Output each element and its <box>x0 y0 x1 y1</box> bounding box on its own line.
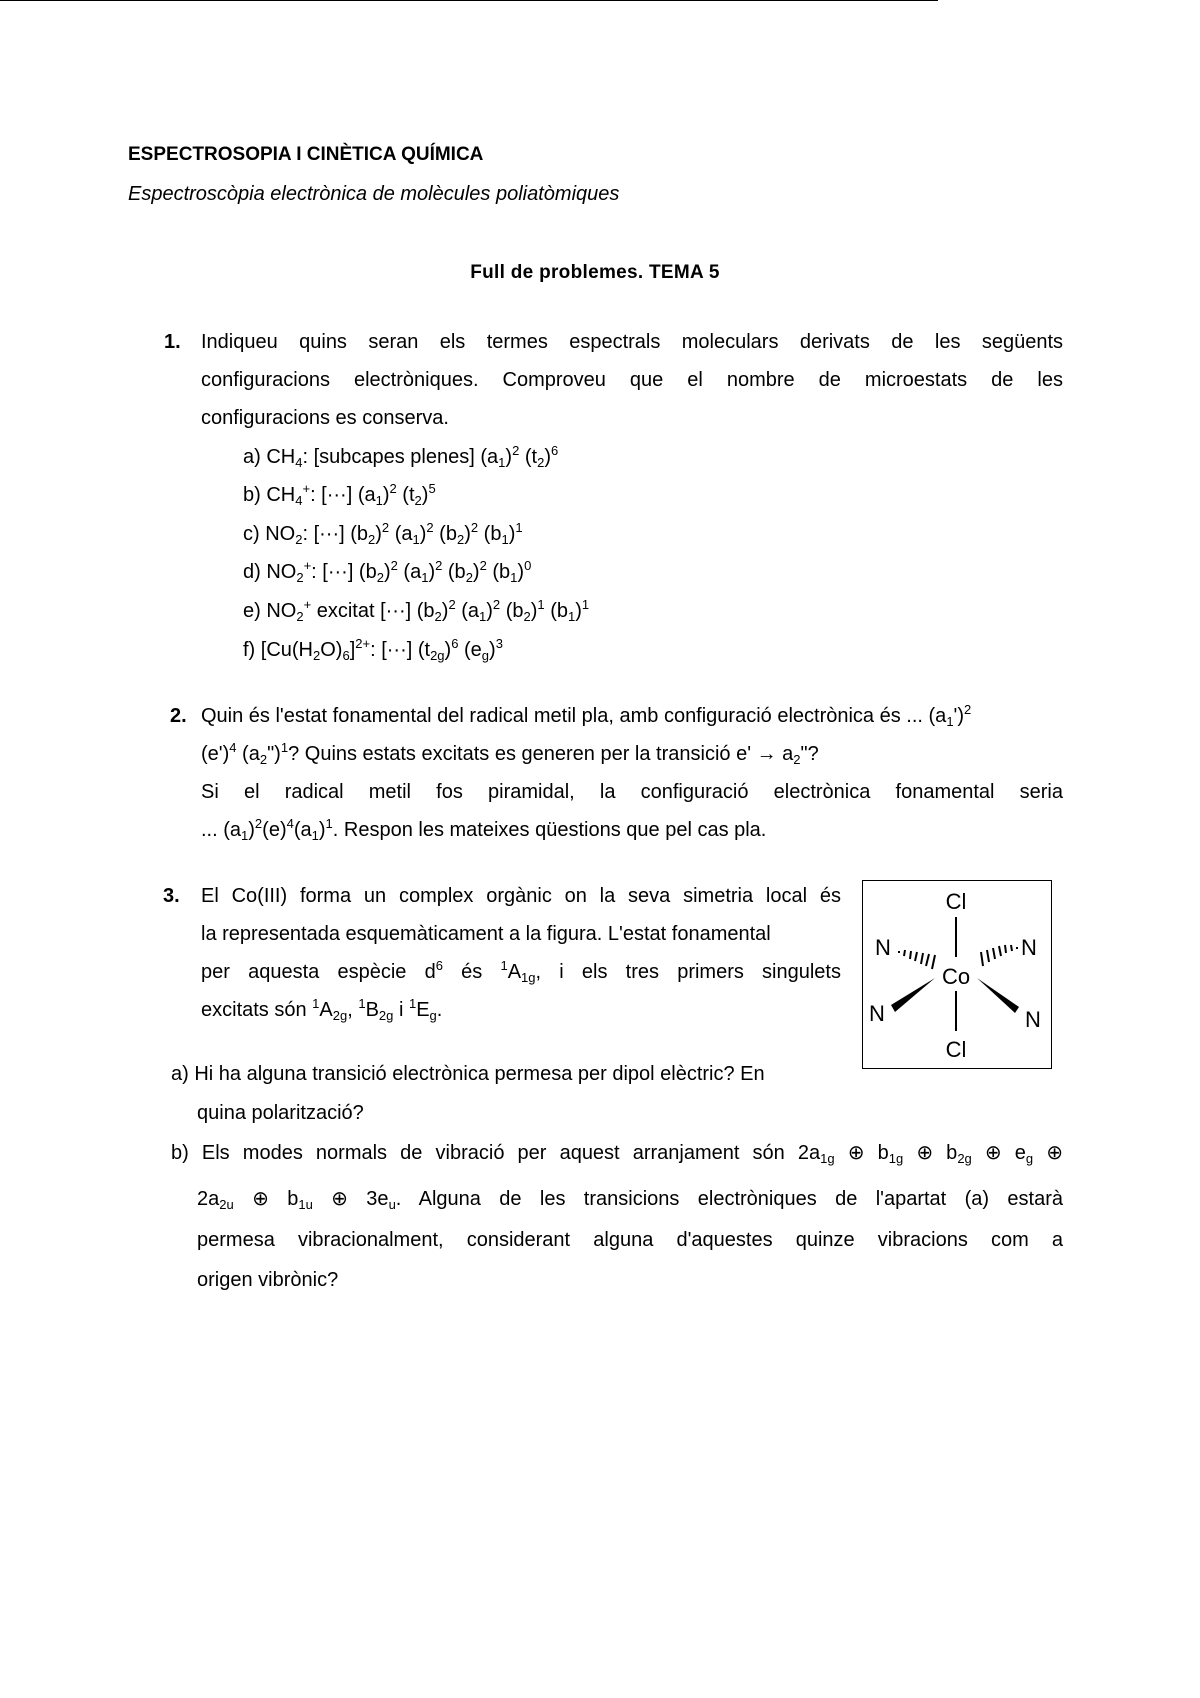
hashed-bond-upper-left <box>899 950 935 969</box>
problem-3-statement-line-3: per aquesta espècie $d^6$ és $^1A_{1g}$, i els tres primers singulets <box>201 958 841 985</box>
problem-3-subquestion-b-line-4: origen vibrònic? <box>197 1269 339 1291</box>
problem-1-item-e: e) $NO_2^+$ excitat [···] $(b_2)^2$ $(a_1)^2$ $(b_2)^1$ $(b_1)^1$ <box>243 597 590 624</box>
problem-3-number: 3. <box>163 885 180 907</box>
ligand-n-lower-right: N <box>1025 1007 1041 1032</box>
ligand-n-lower-left: N <box>869 1001 885 1026</box>
problem-1-item-a: a) $CH_4$: [subcapes plenes] $(a_1)^2$ $(t_2)^6$ <box>243 443 559 470</box>
problem-2-statement-line-4: ... $(a_1)^2(e)^4(a_1)^1$. Respon les mateixes qüestions que pel cas pla. <box>201 816 767 843</box>
course-subtitle: Espectroscòpia electrònica de molècules poliatòmiques <box>128 183 620 205</box>
octahedral-complex-diagram <box>863 881 1050 1067</box>
problem-1-item-b: b) $CH_4^+$: [···] $(a_1)^2$ $(t_2)^5$ <box>243 481 436 508</box>
wedge-bond-lower-left <box>891 978 935 1012</box>
hashed-bond-upper-right <box>981 945 1017 966</box>
problem-1-item-f: f) $[Cu(H_2O)_6]^{2+}$: [···] $(t_{2g})^6$ $(e_g)^3$ <box>243 636 503 663</box>
metal-center-co: Co <box>941 964 971 989</box>
problem-1-statement-line-3: configuracions es conserva. <box>201 407 449 429</box>
problem-3-subquestion-b-line-2: $2a_{2u}$ ⊕ $b_{1u}$ ⊕ $3e_u$. Alguna de les transicions electròniques de l'apartat (a) estarà <box>197 1188 1064 1212</box>
problem-2-statement-line-2: $(e')^4$ $(a_2")^1$? Quins estats excitats es generen per la transició $e' \to a_2$"? <box>201 740 819 767</box>
problem-1-statement-line-1: Indiqueu quins seran els termes espectrals moleculars derivats de les següents <box>201 331 1063 353</box>
problem-3-subquestion-b-line-1: b) Els modes normals de vibració per aquest arranjament són $2a_{1g}$ ⊕ $b_{1g}$ ⊕ $b_{2g}$ ⊕ $e_g$ ⊕ <box>171 1142 1063 1166</box>
ligand-cl-top: Cl <box>945 889 967 914</box>
problem-3-subquestion-a-line-2: quina polarització? <box>197 1102 364 1124</box>
sheet-title: Full de problemes. TEMA 5 <box>470 262 720 283</box>
problem-1-number: 1. <box>164 331 181 353</box>
problem-3-subquestion-a-line-1: a) Hi ha alguna transició electrònica permesa per dipol elèctric? En <box>171 1063 765 1085</box>
problem-1-statement-line-2: configuracions electròniques. Comproveu que el nombre de microestats de les <box>201 369 1063 391</box>
problem-3-statement-line-4: excitats són $^1A_{2g}$, $^1B_{2g}$ i $^1E_g$. <box>201 996 443 1023</box>
problem-1-item-c: c) $NO_2$: [···] $(b_2)^2$ $(a_1)^2$ $(b_2)^2$ $(b_1)^1$ <box>243 520 523 547</box>
course-title: ESPECTROSOPIA I CINÈTICA QUÍMICA <box>128 144 484 165</box>
problem-2-statement-line-3: Si el radical metil fos piramidal, la configuració electrònica fonamental seria <box>201 781 1063 803</box>
problem-1-item-d: d) $NO_2^+$: [···] $(b_2)^2$ $(a_1)^2$ $(b_2)^2$ $(b_1)^0$ <box>243 558 532 585</box>
problem-3-statement-line-1: El Co(III) forma un complex orgànic on la seva simetria local és <box>201 885 841 907</box>
problem-2-statement-line-1: Quin és l'estat fonamental del radical metil pla, amb configuració electrònica és ... $(a_1')^2$ <box>201 702 972 729</box>
problem-3-subquestion-b-line-3: permesa vibracionalment, considerant alguna d'aquestes quinze vibracions com a <box>197 1229 1063 1251</box>
problem-2-number: 2. <box>170 705 187 727</box>
ligand-n-upper-left: N <box>875 935 891 960</box>
problem-3-statement-line-2: la representada esquemàticament a la figura. L'estat fonamental <box>201 923 771 945</box>
title-divider <box>0 0 938 1</box>
ligand-cl-bottom: Cl <box>945 1037 967 1062</box>
wedge-bond-lower-right <box>977 978 1019 1013</box>
complex-figure <box>862 880 1052 1069</box>
ligand-n-upper-right: N <box>1021 935 1037 960</box>
